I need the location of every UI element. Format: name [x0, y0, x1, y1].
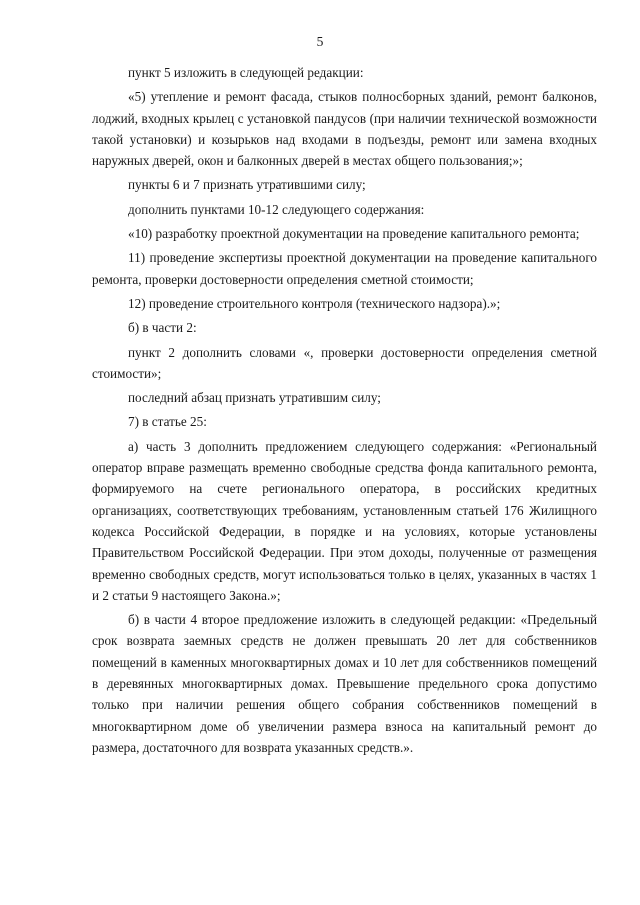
- paragraph-3: пункты 6 и 7 признать утратившими силу;: [128, 177, 366, 193]
- paragraph-6: 11) проведение экспертизы проектной документации на проведение капитального ремонта, проверки достоверности определения сметной стоимости;: [92, 250, 597, 287]
- paragraph-1: пункт 5 изложить в следующей редакции:: [128, 65, 364, 80]
- paragraph-13: б) в части 4 второе предложение изложить в следующей редакции: «Предельный срок возврата заемных средств не должен превышать 20 лет для собственников помещений в каменных многоквартирных домах и 10 лет для собственников помещений в деревянных многоквартирных домах. Превышение предельного срока допустимо только при наличии решения общего собрания собственников помещений в многоквартирном доме об увеличении размера взноса на капитальный ремонт до размера, достаточного для возврата указанных средств.».: [92, 612, 597, 755]
- document-body: [92, 62, 597, 758]
- page-number: 5: [316, 34, 324, 49]
- paragraph-12: а) часть 3 дополнить предложением следующего содержания: «Региональный оператор вправе размещать временно свободные средства фонда капитального ремонта, формируемого на счете регионального оператора, в российских кредитных организациях, соответствующих требованиям, установленным статьей 176 Жилищного кодекса Российской Федерации, в порядке и на условиях, которые установлены Правительством Российской Федерации. При этом доходы, полученные от размещения временно свободных средств, могут использоваться только в целях, указанных в частях 1 и 2 статьи 9 настоящего Закона.»;: [92, 438, 597, 603]
- paragraph-2: «5) утепление и ремонт фасада, стыков полносборных зданий, ремонт балконов, лоджий, входных крылец с установкой пандусов (при наличии технической возможности такой установки) и козырьков над входами в подъезды, ремонт или замена входных наружных дверей, окон и балконных дверей в местах общего пользования;»;: [92, 89, 597, 169]
- paragraph-4: дополнить пунктами 10-12 следующего содержания:: [128, 201, 425, 217]
- paragraph-5: «10) разработку проектной документации на проведение капитального ремонта;: [128, 226, 580, 242]
- paragraph-7: 12) проведение строительного контроля (технического надзора).»;: [128, 295, 501, 311]
- paragraph-9: пункт 2 дополнить словами «, проверки достоверности определения сметной стоимости»;: [92, 344, 597, 381]
- paragraph-8: б) в части 2:: [128, 320, 197, 336]
- paragraph-10: последний абзац признать утратившим силу;: [128, 390, 381, 406]
- paragraph-11: 7) в статье 25:: [128, 414, 207, 430]
